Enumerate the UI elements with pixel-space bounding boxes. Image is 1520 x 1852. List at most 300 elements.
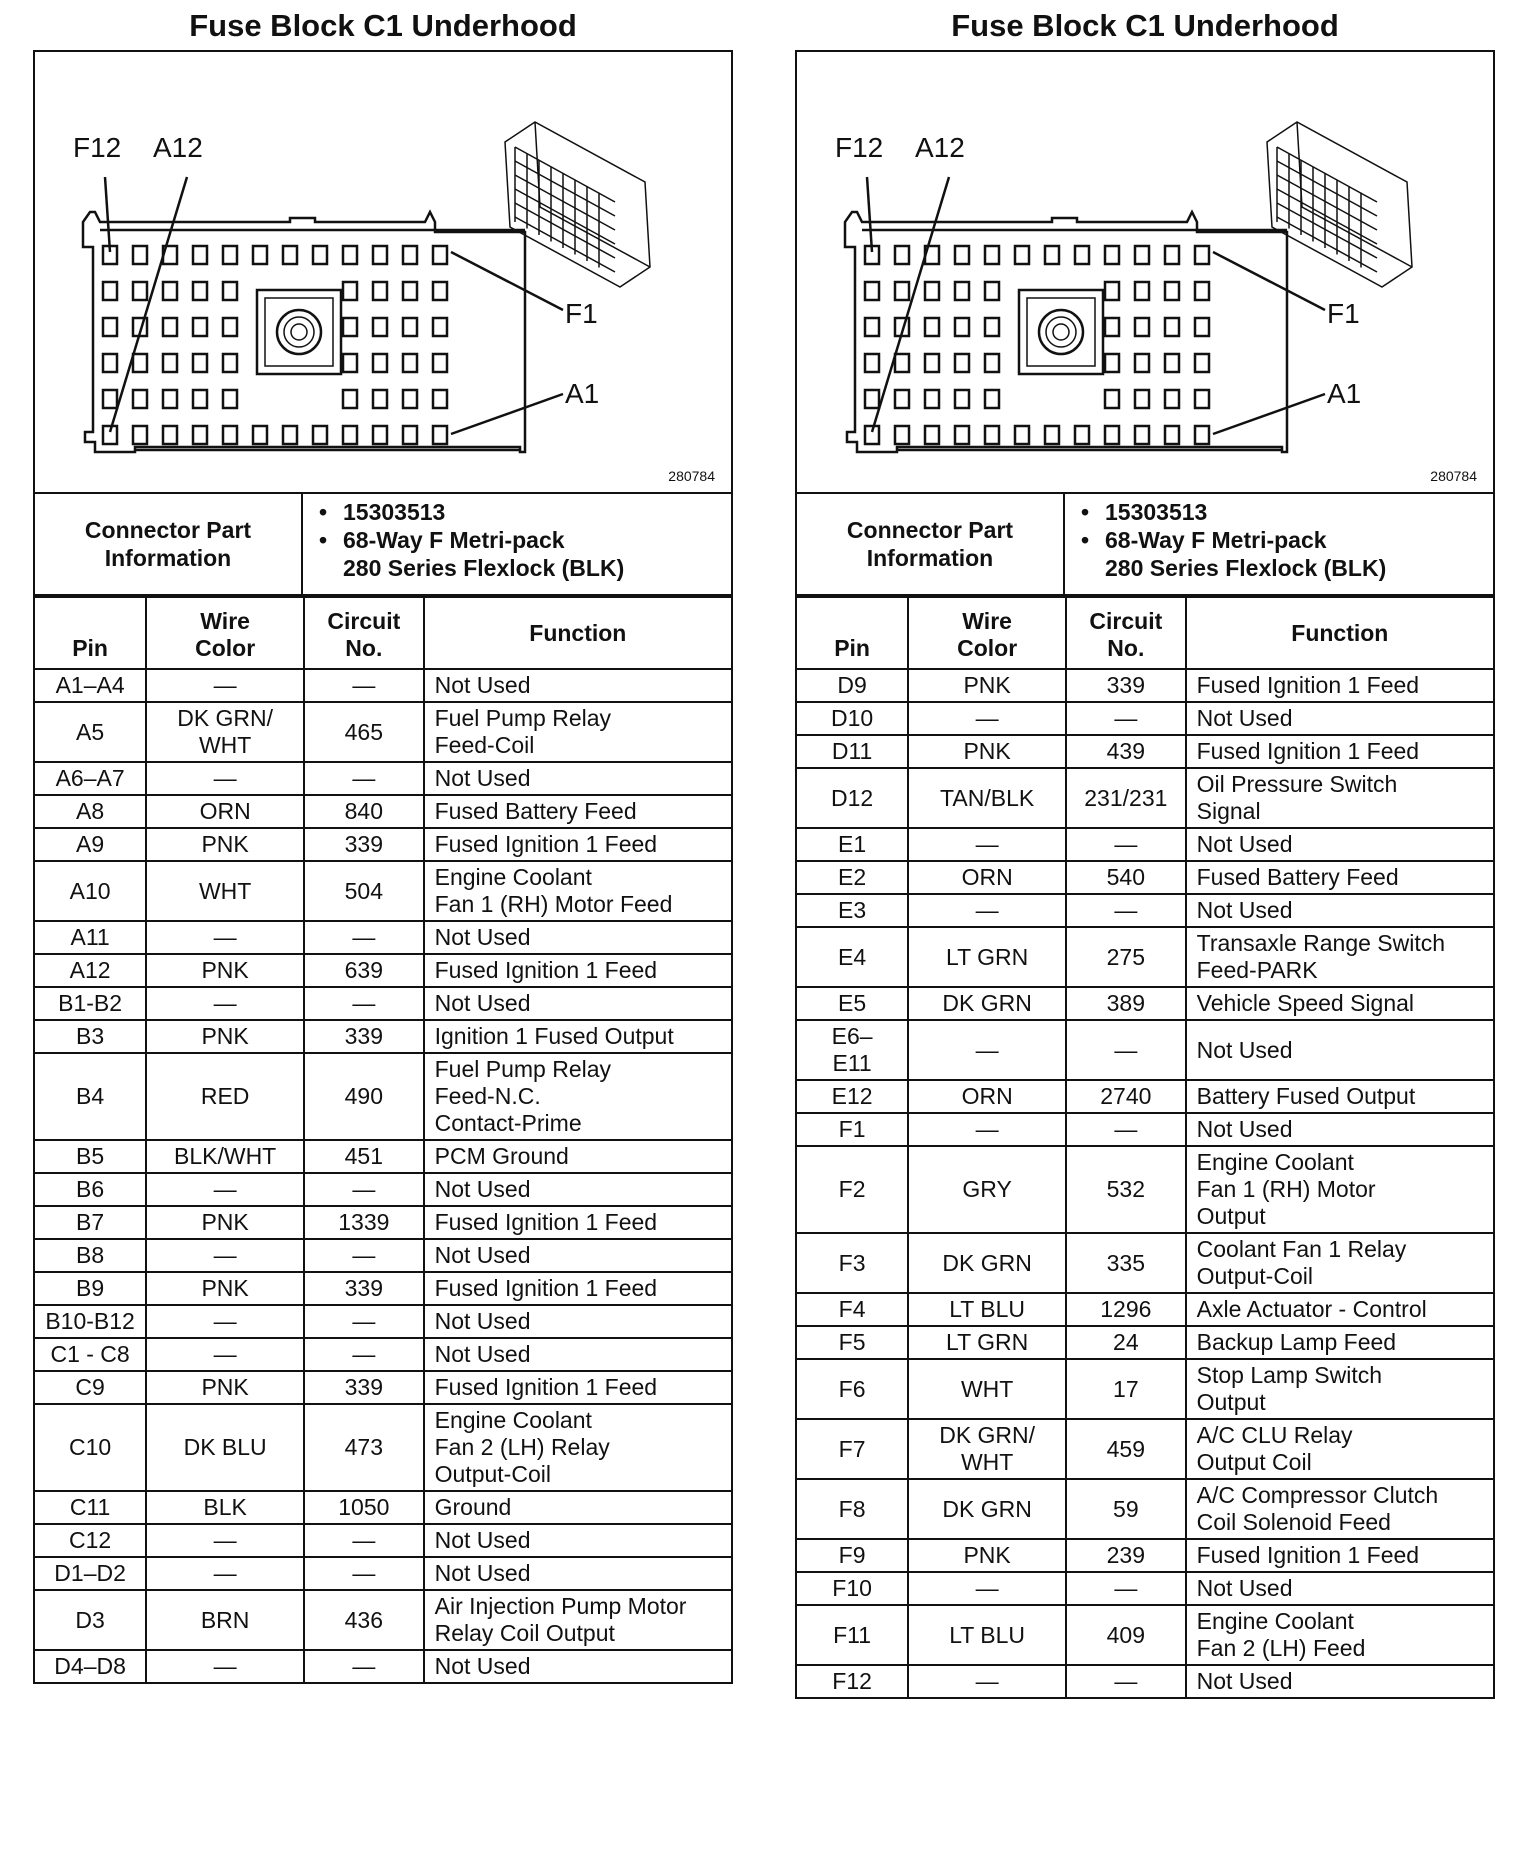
circuit-cell xyxy=(304,1590,424,1650)
circuit-cell xyxy=(1066,1359,1186,1419)
connector-part-text: 15303513 xyxy=(1105,499,1208,525)
terminal-cavity xyxy=(1075,426,1089,444)
table-row xyxy=(35,1053,731,1140)
circuit-cell-text: 439 xyxy=(1106,738,1146,764)
wire-color-cell xyxy=(146,1239,304,1272)
pin-cell xyxy=(797,987,908,1020)
header-wire-color xyxy=(908,597,1066,669)
circuit-cell xyxy=(1066,768,1186,828)
table-row xyxy=(797,927,1493,987)
circuit-cell-text: — xyxy=(352,672,376,698)
terminal-cavity xyxy=(103,390,117,408)
wire-color-cell-text: DK GRN/ WHT xyxy=(939,1422,1036,1475)
terminal-cavity xyxy=(895,354,909,372)
pin-cell-text: F12 xyxy=(832,1668,872,1694)
function-cell-text: Oil Pressure Switch Signal xyxy=(1196,771,1398,824)
wire-color-cell xyxy=(146,1524,304,1557)
terminal-cavity xyxy=(955,390,969,408)
pin-cell xyxy=(797,861,908,894)
pin-cell-text: F1 xyxy=(838,1116,866,1142)
connector-part-label xyxy=(35,494,303,594)
circuit-cell xyxy=(1066,1020,1186,1080)
function-cell xyxy=(1186,735,1493,768)
circuit-cell xyxy=(1066,1479,1186,1539)
terminal-cavity xyxy=(103,354,117,372)
terminal-cavity xyxy=(163,282,177,300)
circuit-cell xyxy=(1066,1539,1186,1572)
terminal-cavity xyxy=(193,426,207,444)
pin-cell-text: A5 xyxy=(76,718,105,745)
table-header-row xyxy=(797,597,1493,669)
terminal-cavity xyxy=(925,426,939,444)
terminal-cavity xyxy=(193,390,207,408)
wire-color-cell xyxy=(146,1206,304,1239)
table-row xyxy=(35,1491,731,1524)
circuit-cell-text: — xyxy=(1114,1575,1138,1601)
terminal-cavity xyxy=(1135,282,1149,300)
terminal-cavity xyxy=(1105,246,1119,264)
terminal-cavity xyxy=(955,246,969,264)
wire-color-cell xyxy=(146,1053,304,1140)
function-cell-text: Not Used xyxy=(434,1560,531,1586)
function-cell-text: Not Used xyxy=(434,672,531,698)
terminal-cavity xyxy=(133,246,147,264)
circuit-cell xyxy=(304,795,424,828)
pin-cell-text: A12 xyxy=(69,957,111,983)
circuit-cell-text: 275 xyxy=(1106,943,1146,970)
table-row xyxy=(797,1080,1493,1113)
pin-cell xyxy=(797,1326,908,1359)
circuit-cell xyxy=(304,1140,424,1173)
table-row xyxy=(797,1539,1493,1572)
circuit-cell xyxy=(304,702,424,762)
connector-part-info xyxy=(35,494,731,596)
function-cell-text: Fused Ignition 1 Feed xyxy=(434,1275,658,1301)
connector-part-item xyxy=(343,526,731,582)
terminal-cavity xyxy=(985,282,999,300)
wire-color-cell xyxy=(908,927,1066,987)
function-cell xyxy=(424,1557,731,1590)
pin-cell xyxy=(797,1419,908,1479)
terminal-cavity xyxy=(163,390,177,408)
leader-f1 xyxy=(451,252,563,310)
connector-outline xyxy=(845,212,1287,452)
function-cell xyxy=(1186,1665,1493,1697)
table-row xyxy=(35,1173,731,1206)
circuit-cell-text: 339 xyxy=(344,831,384,857)
wire-color-cell xyxy=(146,1404,304,1491)
header-pin-text: Pin xyxy=(72,635,108,661)
circuit-cell-text: — xyxy=(1114,831,1138,857)
table-row xyxy=(35,954,731,987)
table-row xyxy=(797,669,1493,702)
function-cell xyxy=(424,1140,731,1173)
terminal-cavity xyxy=(223,390,237,408)
pin-cell-text: C12 xyxy=(69,1527,112,1553)
function-cell-text: A/C Compressor Clutch Coil Solenoid Feed xyxy=(1196,1482,1439,1535)
function-cell-text: Fused Ignition 1 Feed xyxy=(434,1209,658,1235)
terminal-cavity xyxy=(895,426,909,444)
table-row xyxy=(797,1293,1493,1326)
wire-color-cell-text: GRY xyxy=(962,1176,1012,1202)
terminal-cavity xyxy=(373,390,387,408)
pin-cell-text: B5 xyxy=(76,1143,105,1169)
function-cell-text: Fused Battery Feed xyxy=(1196,864,1399,890)
pin-cell xyxy=(35,702,146,762)
wire-color-cell xyxy=(908,1665,1066,1697)
table-row xyxy=(797,1146,1493,1233)
circuit-cell xyxy=(1066,1233,1186,1293)
pin-cell xyxy=(35,669,146,702)
circuit-cell-text: 490 xyxy=(344,1083,384,1109)
circuit-cell xyxy=(1066,927,1186,987)
pin-cell-text: F9 xyxy=(838,1542,866,1568)
wire-color-cell xyxy=(146,1491,304,1524)
mounting-post xyxy=(1019,290,1103,374)
function-cell-text: Ignition 1 Fused Output xyxy=(434,1023,674,1049)
pin-cell xyxy=(797,1293,908,1326)
pin-cell xyxy=(35,1140,146,1173)
function-cell xyxy=(424,921,731,954)
wire-color-cell-text: BRN xyxy=(200,1606,250,1633)
circuit-cell xyxy=(304,1053,424,1140)
function-cell-text: Not Used xyxy=(434,1653,531,1679)
wire-color-cell-text: ORN xyxy=(961,1083,1013,1109)
terminal-cavity xyxy=(433,354,447,372)
table-row xyxy=(797,1419,1493,1479)
terminal-cavity xyxy=(283,426,297,444)
pin-cell xyxy=(797,1605,908,1665)
wire-color-cell-text: — xyxy=(975,831,999,857)
circuit-cell-text: — xyxy=(352,1242,376,1268)
wire-color-cell-text: — xyxy=(213,1308,237,1334)
function-cell-text: Ground xyxy=(434,1494,512,1520)
wire-color-cell-text: LT BLU xyxy=(949,1621,1026,1648)
function-cell xyxy=(1186,1539,1493,1572)
header-pin-text: Pin xyxy=(834,635,870,661)
connector-part-text: 15303513 xyxy=(343,499,446,525)
function-cell-text: Fused Ignition 1 Feed xyxy=(1196,672,1420,698)
wire-color-cell xyxy=(908,1605,1066,1665)
header-circuit-no-text: Circuit No. xyxy=(1089,608,1163,661)
wire-color-cell xyxy=(908,702,1066,735)
pin-cell-text: F5 xyxy=(838,1329,866,1355)
pin-cell xyxy=(797,1572,908,1605)
function-cell-text: Transaxle Range Switch Feed-PARK xyxy=(1196,930,1446,983)
function-cell xyxy=(424,1020,731,1053)
function-cell xyxy=(424,861,731,921)
wire-color-cell xyxy=(146,828,304,861)
terminal-cavity xyxy=(1195,354,1209,372)
wire-color-cell-text: — xyxy=(975,1036,999,1063)
leader-a1 xyxy=(1213,394,1325,434)
pin-cell xyxy=(35,1524,146,1557)
circuit-cell-text: 24 xyxy=(1113,1329,1139,1355)
pin-cell-text: E6– E11 xyxy=(831,1023,873,1076)
circuit-cell-text: 389 xyxy=(1106,990,1146,1016)
label-f1: F1 xyxy=(1327,298,1360,329)
connector-part-list xyxy=(1065,494,1493,594)
pin-cell xyxy=(797,1539,908,1572)
pin-cell xyxy=(35,828,146,861)
pin-cell-text: E3 xyxy=(838,897,867,923)
wire-color-cell-text: — xyxy=(213,1242,237,1268)
wire-color-cell-text: — xyxy=(213,1560,237,1586)
function-cell xyxy=(424,1650,731,1682)
circuit-cell xyxy=(1066,1605,1186,1665)
terminal-cavity xyxy=(373,354,387,372)
circuit-cell xyxy=(1066,1326,1186,1359)
terminal-cavity xyxy=(895,246,909,264)
pin-cell-text: E1 xyxy=(838,831,867,857)
circuit-cell xyxy=(1066,987,1186,1020)
table-row xyxy=(797,1605,1493,1665)
pin-cell xyxy=(35,1239,146,1272)
table-row xyxy=(35,1404,731,1491)
pin-cell-text: B6 xyxy=(76,1176,105,1202)
pin-cell xyxy=(35,1206,146,1239)
function-cell xyxy=(424,669,731,702)
table-row xyxy=(35,1020,731,1053)
wire-color-cell-text: PNK xyxy=(201,1275,249,1301)
pin-cell xyxy=(35,1557,146,1590)
table-row xyxy=(35,921,731,954)
terminal-cavity xyxy=(133,390,147,408)
function-cell xyxy=(1186,1080,1493,1113)
wire-color-cell xyxy=(908,987,1066,1020)
circuit-cell xyxy=(1066,702,1186,735)
terminal-cavity xyxy=(925,282,939,300)
pin-cell-text: C11 xyxy=(69,1494,111,1520)
pin-cell xyxy=(35,1650,146,1682)
function-cell xyxy=(1186,1293,1493,1326)
function-cell-text: Fused Ignition 1 Feed xyxy=(1196,1542,1420,1568)
circuit-cell xyxy=(304,1020,424,1053)
drawing-code: 280784 xyxy=(1430,468,1477,484)
wire-color-cell xyxy=(146,1272,304,1305)
pin-cell xyxy=(797,702,908,735)
terminal-cavity xyxy=(193,282,207,300)
wire-color-cell-text: — xyxy=(213,1176,237,1202)
circuit-cell xyxy=(304,954,424,987)
wire-color-cell xyxy=(146,921,304,954)
pin-cell xyxy=(797,768,908,828)
function-cell xyxy=(424,762,731,795)
wire-color-cell xyxy=(146,987,304,1020)
function-cell xyxy=(424,1305,731,1338)
terminal-cavity xyxy=(1165,426,1179,444)
right-panel xyxy=(795,0,1495,1852)
function-cell-text: Not Used xyxy=(434,1341,531,1367)
terminal-cavity xyxy=(133,282,147,300)
function-cell xyxy=(1186,861,1493,894)
wire-color-cell xyxy=(908,1146,1066,1233)
circuit-cell-text: 540 xyxy=(1106,864,1146,890)
function-cell-text: Not Used xyxy=(1196,1036,1293,1063)
terminal-cavity xyxy=(1045,426,1059,444)
terminal-cavity xyxy=(955,354,969,372)
wire-color-cell-text: DK GRN xyxy=(942,1495,1032,1522)
pin-cell xyxy=(797,927,908,987)
function-cell xyxy=(424,1371,731,1404)
circuit-cell-text: — xyxy=(1114,1116,1138,1142)
terminal-cavity xyxy=(313,246,327,264)
circuit-cell xyxy=(304,828,424,861)
circuit-cell-text: — xyxy=(352,1560,376,1586)
terminal-cavity xyxy=(895,282,909,300)
wire-color-cell xyxy=(146,1650,304,1682)
terminal-cavity xyxy=(1165,282,1179,300)
terminal-cavity xyxy=(1015,246,1029,264)
table-row xyxy=(35,861,731,921)
terminal-cavity xyxy=(283,246,297,264)
terminal-cavity xyxy=(1165,318,1179,336)
terminal-cavity xyxy=(223,426,237,444)
terminal-cavity xyxy=(1045,246,1059,264)
circuit-cell xyxy=(1066,894,1186,927)
circuit-cell xyxy=(1066,1080,1186,1113)
wire-color-cell-text: — xyxy=(213,1341,237,1367)
connector-isometric-view xyxy=(505,122,650,287)
wire-color-cell xyxy=(908,768,1066,828)
connector-part-item xyxy=(1105,526,1493,582)
circuit-cell-text: 335 xyxy=(1106,1249,1146,1276)
function-cell xyxy=(1186,768,1493,828)
pin-cell-text: B3 xyxy=(76,1023,105,1049)
wire-color-cell-text: ORN xyxy=(961,864,1013,890)
terminal-cavity xyxy=(1105,354,1119,372)
wire-color-cell xyxy=(146,1305,304,1338)
wire-color-cell-text: DK BLU xyxy=(183,1434,267,1460)
drawing-code: 280784 xyxy=(668,468,715,484)
function-cell xyxy=(1186,1359,1493,1419)
terminal-cavity xyxy=(403,390,417,408)
circuit-cell-text: 339 xyxy=(344,1275,384,1301)
circuit-cell-text: — xyxy=(352,765,376,791)
pin-cell-text: E12 xyxy=(831,1083,873,1109)
terminal-cavity xyxy=(433,426,447,444)
wire-color-cell-text: — xyxy=(975,705,999,731)
circuit-cell xyxy=(304,1305,424,1338)
pin-cell-text: E4 xyxy=(838,943,867,970)
connector-table-box xyxy=(33,50,733,1684)
wire-color-cell-text: — xyxy=(213,924,237,950)
circuit-cell-text: 1050 xyxy=(338,1494,390,1520)
circuit-cell-text: 231/231 xyxy=(1084,784,1168,811)
label-a12: A12 xyxy=(153,132,203,163)
wire-color-cell xyxy=(908,1539,1066,1572)
terminal-cavity xyxy=(223,354,237,372)
wire-color-cell xyxy=(146,702,304,762)
header-function-text: Function xyxy=(1291,619,1389,646)
leader-a12 xyxy=(110,177,187,432)
pin-cell xyxy=(35,1404,146,1491)
circuit-cell-text: 840 xyxy=(344,798,384,824)
terminal-cavity xyxy=(343,390,357,408)
circuit-cell-text: — xyxy=(352,924,376,950)
function-cell xyxy=(1186,1605,1493,1665)
function-cell-text: Fused Ignition 1 Feed xyxy=(1196,738,1420,764)
pin-cell-text: C9 xyxy=(75,1374,105,1400)
terminal-cavity xyxy=(925,354,939,372)
wire-color-cell xyxy=(146,1371,304,1404)
terminal-cavities xyxy=(865,246,1209,444)
terminal-cavity xyxy=(133,426,147,444)
label-f12: F12 xyxy=(835,132,884,163)
terminal-cavity xyxy=(1195,390,1209,408)
wire-color-cell xyxy=(908,1419,1066,1479)
pin-cell-text: F3 xyxy=(838,1249,866,1276)
function-cell xyxy=(424,1404,731,1491)
wire-color-cell-text: — xyxy=(975,897,999,923)
circuit-cell xyxy=(304,669,424,702)
terminal-cavity xyxy=(193,354,207,372)
circuit-cell-text: — xyxy=(352,1176,376,1202)
function-cell-text: Not Used xyxy=(434,1242,531,1268)
table-row xyxy=(797,987,1493,1020)
terminal-cavity xyxy=(403,426,417,444)
leader-f12 xyxy=(105,177,110,252)
connector-part-label xyxy=(797,494,1065,594)
circuit-cell-text: 639 xyxy=(344,957,384,983)
pin-cell-text: D9 xyxy=(837,672,867,698)
pin-cell-text: F4 xyxy=(838,1296,866,1322)
wire-color-cell xyxy=(908,1572,1066,1605)
wire-color-cell xyxy=(908,828,1066,861)
circuit-cell-text: 17 xyxy=(1113,1375,1139,1402)
pin-cell-text: D10 xyxy=(831,705,874,731)
table-row xyxy=(35,1650,731,1682)
circuit-cell-text: 2740 xyxy=(1100,1083,1152,1109)
wire-color-cell-text: PNK xyxy=(963,1542,1011,1568)
terminal-cavity xyxy=(865,318,879,336)
circuit-cell xyxy=(304,1173,424,1206)
pin-cell-text: A9 xyxy=(76,831,105,857)
function-cell xyxy=(424,1491,731,1524)
connector-part-label-text: Connector Part Information xyxy=(846,517,1014,571)
circuit-cell-text: — xyxy=(1114,1036,1138,1063)
terminal-cavity xyxy=(895,390,909,408)
wire-color-cell-text: PNK xyxy=(201,1023,249,1049)
table-row xyxy=(797,1572,1493,1605)
terminal-cavity xyxy=(1105,390,1119,408)
function-cell xyxy=(1186,927,1493,987)
wire-color-cell-text: DK GRN xyxy=(942,990,1032,1016)
circuit-cell xyxy=(304,987,424,1020)
function-cell-text: Fused Battery Feed xyxy=(434,798,637,824)
wire-color-cell-text: — xyxy=(213,765,237,791)
circuit-cell-text: 339 xyxy=(1106,672,1146,698)
wire-color-cell-text: — xyxy=(213,672,237,698)
pin-cell xyxy=(35,1338,146,1371)
table-row xyxy=(35,1206,731,1239)
table-row xyxy=(797,1233,1493,1293)
function-cell-text: Not Used xyxy=(434,765,531,791)
pin-cell xyxy=(35,1371,146,1404)
function-cell-text: Not Used xyxy=(1196,1575,1293,1601)
circuit-cell xyxy=(304,762,424,795)
function-cell-text: Not Used xyxy=(434,1308,531,1334)
terminal-cavity xyxy=(343,426,357,444)
wire-color-cell-text: — xyxy=(975,1116,999,1142)
circuit-cell-text: — xyxy=(1114,897,1138,923)
terminal-cavity xyxy=(1135,354,1149,372)
terminal-cavity xyxy=(433,246,447,264)
table-row xyxy=(797,1113,1493,1146)
pin-cell-text: E2 xyxy=(838,864,867,890)
pin-cell-text: C1 - C8 xyxy=(50,1341,130,1367)
function-cell xyxy=(424,1590,731,1650)
